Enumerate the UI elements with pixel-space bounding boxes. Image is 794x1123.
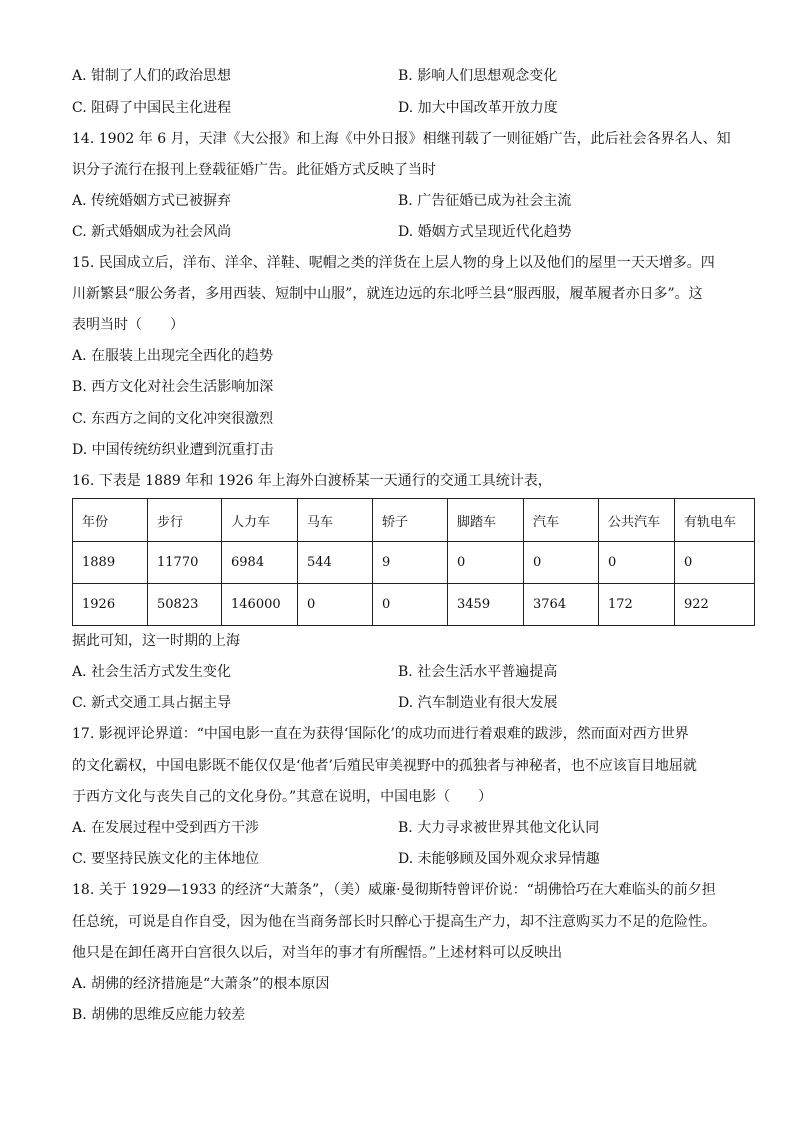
header-cell-sedan-chair: 轿子 [373,499,448,542]
q16-option-a: A. 社会生活方式发生变化 [72,664,232,680]
table-cell: 1889 [73,542,148,584]
q16-stem: 16. 下表是 1889 年和 1926 年上海外白渡桥某一天通行的交通工具统计表， [72,473,552,489]
q14-option-c: C. 新式婚姻成为社会风尚 [72,224,232,240]
q14-stem-line-2: 识分子流行在报刊上登载征婚广告。此征婚方式反映了当时 [72,162,436,178]
q13-option-a: A. 钳制了人们的政治思想 [72,68,232,84]
q16-option-c: C. 新式交通工具占据主导 [72,695,232,711]
q17-stem-line-1: 17. 影视评论界道：“中国电影一直在为获得‘国际化’的成功而进行着艰难的跋涉，然而面对西方世界 [72,726,689,742]
q15-option-b: B. 西方文化对社会生活影响加深 [72,379,274,395]
table-cell: 0 [599,542,675,584]
table-cell: 0 [524,542,599,584]
table-cell: 0 [448,542,524,584]
header-cell-carriage: 马车 [298,499,373,542]
q18-option-b: B. 胡佛的思维反应能力较差 [72,1007,246,1023]
q17-option-d: D. 未能够顾及国外观众求异情趣 [398,851,600,867]
q13-option-d: D. 加大中国改革开放力度 [398,100,558,116]
table-row [73,542,755,584]
q15-stem-line-2: 川新繁县“服公务者，多用西装、短制中山服”，就连边远的东北呼兰县“服西服，履革履者亦日多”。这 [72,286,703,302]
q15-option-d: D. 中国传统纺织业遭到沉重打击 [72,442,274,458]
table-header-row [73,499,755,542]
q15-option-a: A. 在服装上出现完全西化的趋势 [72,348,274,364]
q17-stem-line-2: 的文化霸权，中国电影既不能仅仅是‘他者’后殖民审美视野中的孤独者与神秘者，也不应该盲目地屈就 [72,758,697,774]
q13-option-c: C. 阻碍了中国民主化进程 [72,100,232,116]
table-cell: 3459 [448,584,524,626]
table-cell: 11770 [148,542,222,584]
table-cell: 544 [298,542,373,584]
table-cell: 6984 [222,542,298,584]
q15-stem-line-3: 表明当时（ ） [72,317,184,333]
q14-option-a: A. 传统婚姻方式已被摒弃 [72,193,232,209]
table-cell: 50823 [148,584,222,626]
table-cell: 146000 [222,584,298,626]
table-cell: 3764 [524,584,599,626]
q14-option-b: B. 广告征婚已成为社会主流 [398,193,572,209]
header-cell-year: 年份 [73,499,148,542]
table-cell: 0 [298,584,373,626]
header-cell-bicycle: 脚踏车 [448,499,524,542]
q17-option-b: B. 大力寻求被世界其他文化认同 [398,820,600,836]
traffic-statistics-table [72,498,755,626]
header-cell-rickshaw: 人力车 [222,499,298,542]
header-cell-walking: 步行 [148,499,222,542]
q16-option-d: D. 汽车制造业有很大发展 [398,695,558,711]
q14-stem-line-1: 14. 1902 年 6 月，天津《大公报》和上海《中外日报》相继刊载了一则征婚广告，此后社会各界名人、知 [72,131,731,147]
table-row [73,584,755,626]
q17-option-a: A. 在发展过程中受到西方干涉 [72,820,260,836]
table-cell: 172 [599,584,675,626]
q18-stem-line-3: 他只是在卸任离开白宫很久以后，对当年的事才有所醒悟。”上述材料可以反映出 [72,945,563,961]
q17-option-c: C. 要坚持民族文化的主体地位 [72,851,260,867]
header-cell-bus: 公共汽车 [599,499,675,542]
q16-option-b: B. 社会生活水平普遍提高 [398,664,558,680]
table-cell: 922 [675,584,755,626]
table-cell: 9 [373,542,448,584]
q18-option-a: A. 胡佛的经济措施是“大萧条”的根本原因 [72,976,330,992]
table-cell: 1926 [73,584,148,626]
q15-stem-line-1: 15. 民国成立后，洋布、洋伞、洋鞋、呢帽之类的洋货在上层人物的身上以及他们的屋里一天天增多。四 [72,255,715,271]
table-cell: 0 [675,542,755,584]
q14-option-d: D. 婚姻方式呈现近代化趋势 [398,224,572,240]
table-cell: 0 [373,584,448,626]
q16-question-text: 据此可知，这一时期的上海 [72,633,240,649]
q15-option-c: C. 东西方之间的文化冲突很激烈 [72,411,274,427]
q18-stem-line-1: 18. 关于 1929—1933 的经济“大萧条”，（美）威廉·曼彻斯特曾评价说：“胡佛恰巧在大难临头的前夕担 [72,882,716,898]
header-cell-tram: 有轨电车 [675,499,755,542]
header-cell-car: 汽车 [524,499,599,542]
q17-stem-line-3: 于西方文化与丧失自己的文化身份。”其意在说明，中国电影（ ） [72,789,493,805]
q18-stem-line-2: 任总统，可说是自作自受，因为他在当商务部长时只醉心于提高生产力，却不注意购买力不足的危险性。 [72,914,716,930]
q13-option-b: B. 影响人们思想观念变化 [398,68,558,84]
